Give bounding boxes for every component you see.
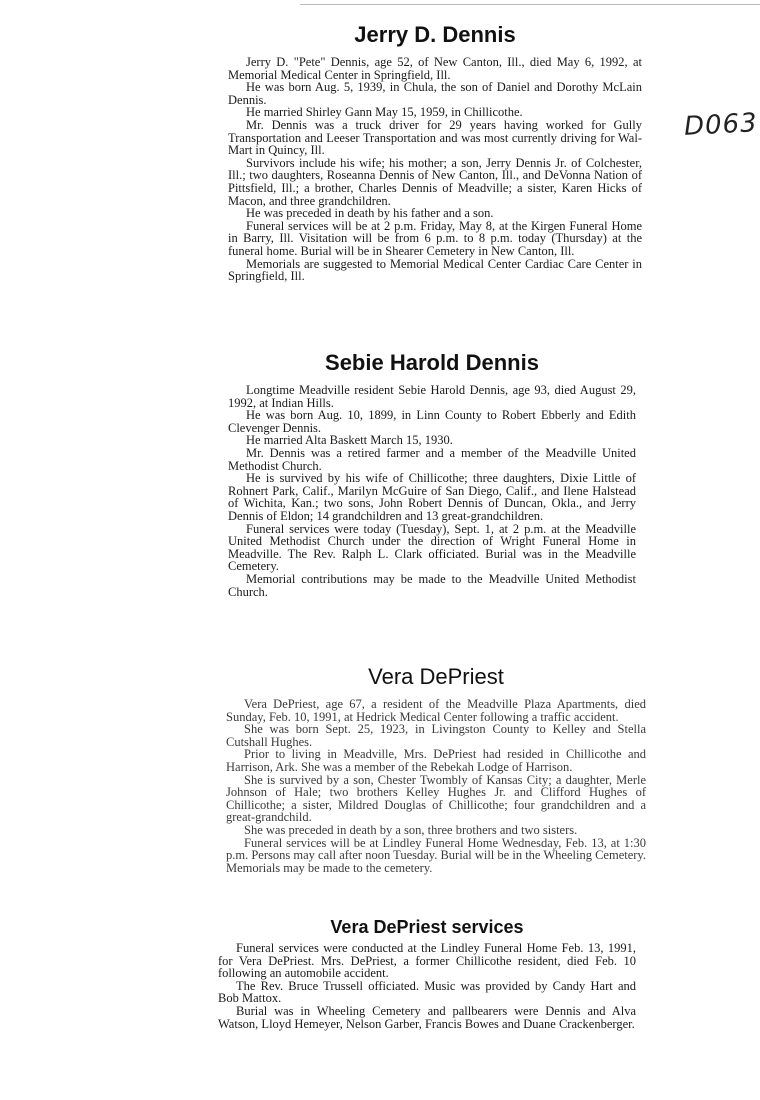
paragraph: He was born Aug. 5, 1939, in Chula, the son of Daniel and Dorothy McLain Dennis. xyxy=(228,80,642,107)
paragraph: Survivors include his wife; his mother; a son, Jerry Dennis Jr. of Colchester, Ill.; two daughters, Roseanna Dennis of New Canton, Ill., and DeVonna Nation of Pittsfield, Ill.; a brother, Charles Dennis of Meadville; a sister, Karen Hicks of Macon, and three grandchildren. xyxy=(228,155,642,208)
paragraph: He married Shirley Gann May 15, 1959, in Chillicothe. xyxy=(246,105,523,120)
article-vera-depriest-services xyxy=(218,918,636,1030)
paragraph: She was born Sept. 25, 1923, in Livingston County to Kelley and Stella Cutshall Hughes. xyxy=(226,722,646,749)
paragraph: Memorials are suggested to Memorial Medical Center Cardiac Care Center in Springfield, Ill. xyxy=(228,256,642,284)
paragraph: Longtime Meadville resident Sebie Harold Dennis, age 93, died August 29, 1992, at Indian Hills. xyxy=(228,383,636,410)
paragraph: She is survived by a son, Chester Twombly of Kansas City; a daughter, Merle Johnson of Hale; two brothers Kelley Hughes Jr. and Clifford Hughes of Chillicothe; a sister, Mildred Douglas of Chillicothe; four grandchildren and a great-grandchild. xyxy=(226,772,646,825)
paragraph: Mr. Dennis was a retired farmer and a member of the Meadville United Methodist Church. xyxy=(228,445,636,473)
paragraph: He was preceded in death by his father and a son. xyxy=(246,206,494,221)
paragraph: Mr. Dennis was a truck driver for 29 years having worked for Gully Transportation and Leeser Transportation and was most currently driving for Wal-Mart in Quincy, Ill. xyxy=(228,117,642,158)
paragraph: Funeral services will be at Lindley Funeral Home Wednesday, Feb. 13, at 1:30 p.m. Persons may call after noon Tuesday. Burial will be in the Wheeling Cemetery. Memorials may be made to the cemetery. xyxy=(226,835,646,875)
headline: Vera DePriest services xyxy=(330,917,524,937)
paragraph: Funeral services were today (Tuesday), Sept. 1, at 2 p.m. at the Meadville United Methodist Church under the direction of Wright Funeral Home in Meadville. The Rev. Ralph L. Clark officiated. Burial was in the Meadville Cemetery. xyxy=(228,521,636,574)
paragraph: He was born Aug. 10, 1899, in Linn County to Robert Ebberly and Edith Clevenger Dennis. xyxy=(228,408,636,435)
handwritten-annotation: D063 xyxy=(683,108,759,142)
paragraph: Prior to living in Meadville, Mrs. DePriest had resided in Chillicothe and Harrison, Ark. She was a member of the Rebekah Lodge of Harrison. xyxy=(226,747,646,774)
paragraph: He is survived by his wife of Chillicothe; three daughters, Dixie Little of Rohnert Park, Calif., Marilyn McGuire of San Diego, Calif., and Ilene Halstead of Wichita, Kan.; two sons, John Robert Dennis of Duncan, Okla., and Jerry Dennis of Eldon; 14 grandchildren and 13 great-grandchildren. xyxy=(228,471,636,523)
headline: Jerry D. Dennis xyxy=(354,22,516,47)
paragraph: Funeral services will be at 2 p.m. Friday, May 8, at the Kirgen Funeral Home in Barry, Ill. Visitation will be from 6 p.m. to 8 p.m. today (Thursday) at the funeral home. Burial will be in Shearer Cemetery in New Canton, Ill. xyxy=(228,218,642,258)
paragraph: Burial was in Wheeling Cemetery and pallbearers were Dennis and Alva Watson, Lloyd Hemeyer, Nelson Garber, Francis Bowes and Duane Crackenberger. xyxy=(218,1003,636,1031)
paragraph: He married Alta Baskett March 15, 1930. xyxy=(246,433,453,448)
paragraph: She was preceded in death by a son, three brothers and two sisters. xyxy=(244,822,578,837)
headline: Vera DePriest xyxy=(368,664,504,689)
article-body xyxy=(228,384,636,598)
paragraph: Jerry D. "Pete" Dennis, age 52, of New Canton, Ill., died May 6, 1992, at Memorial Medical Center in Springfield, Ill. xyxy=(228,55,642,82)
headline: Sebie Harold Dennis xyxy=(325,350,539,375)
paragraph: Memorial contributions may be made to the Meadville United Methodist Church. xyxy=(228,571,636,599)
article-body xyxy=(226,698,646,874)
paragraph: The Rev. Bruce Trussell officiated. Music was provided by Candy Hart and Bob Mattox. xyxy=(218,978,636,1006)
article-body xyxy=(218,942,636,1030)
article-body xyxy=(228,56,642,283)
obituary-sebie-dennis xyxy=(228,352,636,598)
paragraph: Vera DePriest, age 67, a resident of the Meadville Plaza Apartments, died Sunday, Feb. 10, 1991, at Hedrick Medical Center following a traffic accident. xyxy=(226,697,646,724)
paragraph: Funeral services were conducted at the Lindley Funeral Home Feb. 13, 1991, for Vera DePriest. Mrs. DePriest, a former Chillicothe resident, died Feb. 10 following an automobile accident. xyxy=(218,941,636,981)
obituary-jerry-dennis xyxy=(228,24,642,283)
obituary-vera-depriest xyxy=(226,666,646,874)
scan-edge-line xyxy=(300,4,760,5)
